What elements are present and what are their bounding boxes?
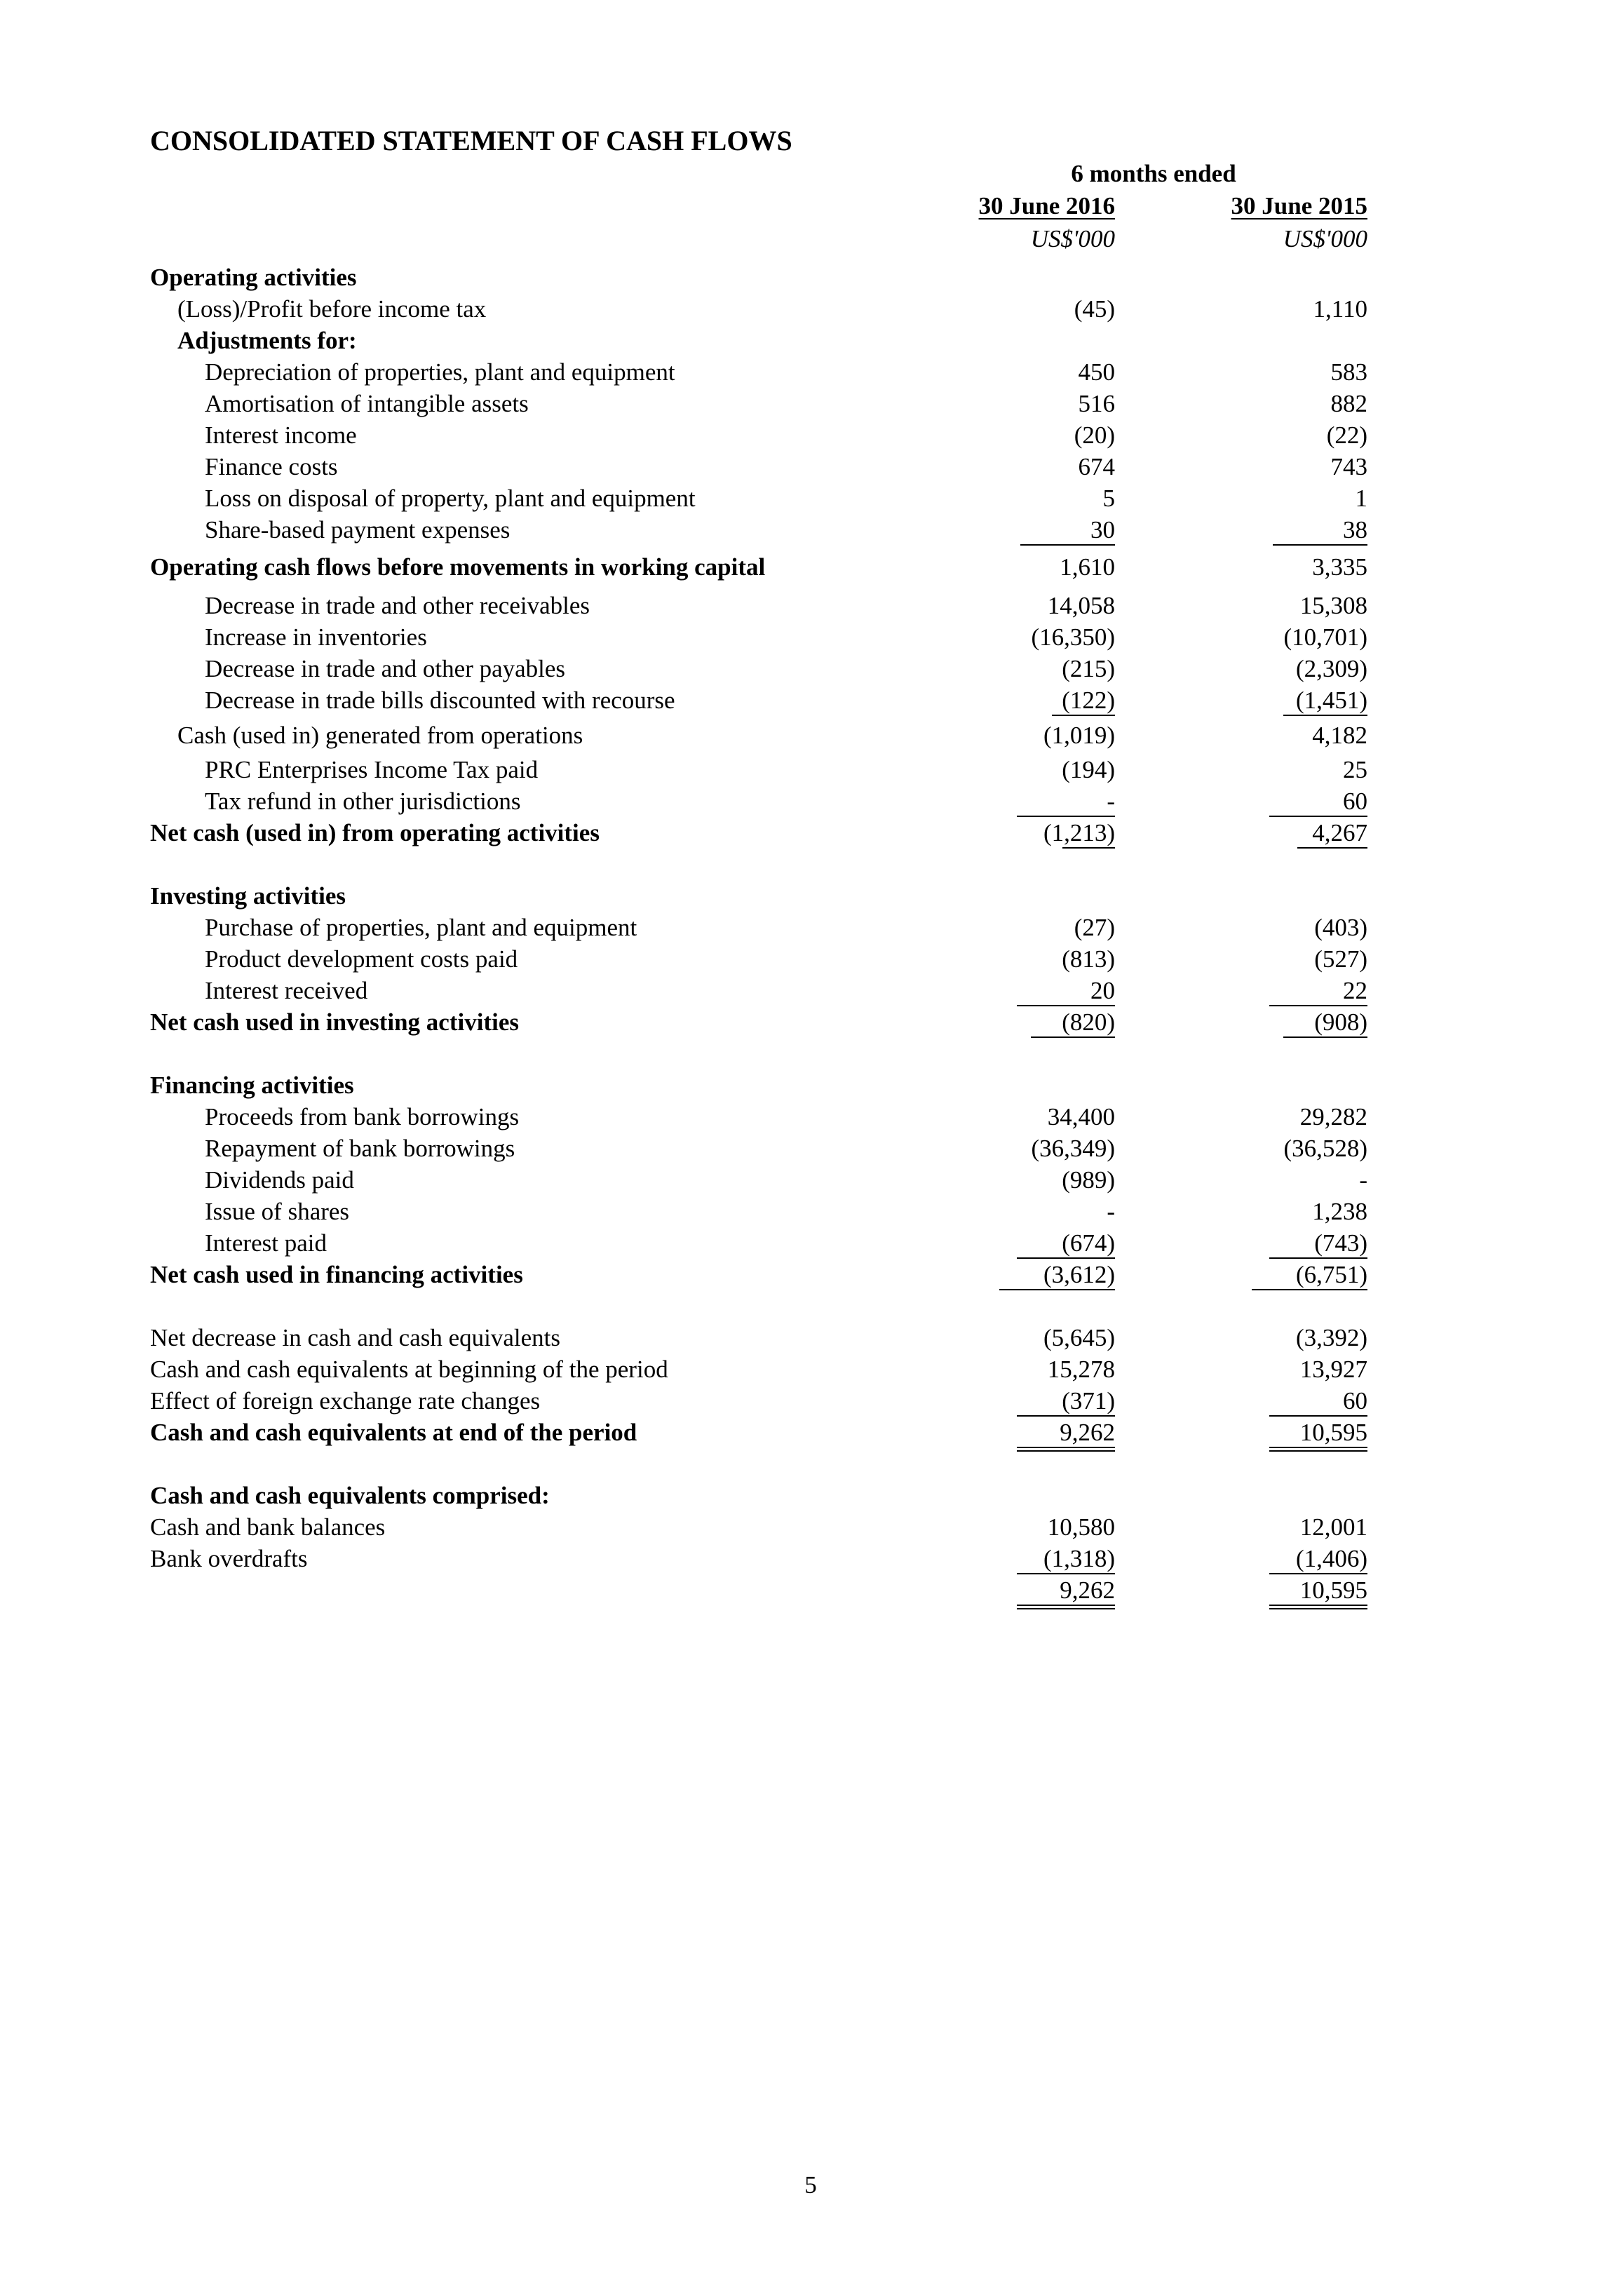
row-value-2016: 9,262	[1060, 1419, 1115, 1446]
row-label: Loss on disposal of property, plant and equipment	[205, 485, 696, 512]
row-value-2016: (1,213)	[1043, 819, 1115, 846]
row-value-2016: 1,610	[1060, 553, 1115, 581]
row-value-2015: (22)	[1326, 421, 1367, 449]
row-label: (Loss)/Profit before income tax	[177, 295, 487, 323]
row-label: Interest received	[205, 977, 368, 1004]
statement-row	[0, 1133, 1622, 1164]
row-label: Tax refund in other jurisdictions	[205, 788, 521, 815]
row-value-2016: (20)	[1074, 421, 1115, 449]
statement-row	[0, 1227, 1622, 1259]
row-value-2016: (1,318)	[1043, 1545, 1115, 1572]
row-value-2015: 60	[1343, 788, 1367, 815]
row-value-2015: (908)	[1314, 1008, 1367, 1036]
row-label: Repayment of bank borrowings	[205, 1135, 515, 1162]
row-label: Finance costs	[205, 453, 338, 480]
row-value-2015: (403)	[1314, 914, 1367, 941]
statement-row	[0, 880, 1622, 912]
row-value-2016: 30	[1090, 516, 1115, 543]
row-label: Cash and cash equivalents comprised:	[150, 1482, 550, 1509]
statement-row	[0, 785, 1622, 817]
row-value-2015: 25	[1343, 756, 1367, 783]
row-value-2016: (989)	[1062, 1166, 1115, 1194]
single-underline	[1273, 544, 1367, 546]
row-label: Decrease in trade and other payables	[205, 655, 566, 682]
row-value-2016: 674	[1078, 453, 1115, 480]
row-label: Increase in inventories	[205, 623, 427, 651]
column-date-2015: 30 June 2015	[1231, 192, 1367, 220]
row-value-2015: (36,528)	[1283, 1135, 1367, 1162]
statement-spacer-row	[0, 849, 1622, 880]
statement-row	[0, 451, 1622, 482]
statement-row	[0, 1543, 1622, 1574]
row-value-2016: 20	[1090, 977, 1115, 1004]
column-date-2016: 30 June 2016	[978, 192, 1115, 220]
row-value-2015: (743)	[1314, 1229, 1367, 1257]
row-label: Cash and cash equivalents at end of the period	[150, 1419, 637, 1446]
row-value-2016: 516	[1078, 390, 1115, 417]
row-value-2016: (5,645)	[1043, 1324, 1115, 1351]
row-label: Amortisation of intangible assets	[205, 390, 529, 417]
row-value-2015: 13,927	[1299, 1356, 1367, 1383]
row-label: Adjustments for:	[177, 327, 357, 354]
statement-row	[0, 684, 1622, 716]
row-value-2015: 12,001	[1299, 1513, 1367, 1541]
statement-row	[0, 293, 1622, 325]
row-value-2015: (3,392)	[1295, 1324, 1367, 1351]
row-label: Operating cash flows before movements in working capital	[150, 553, 766, 581]
statement-spacer-row	[0, 1290, 1622, 1322]
row-value-2016: -	[1107, 788, 1115, 815]
row-value-2015: 29,282	[1299, 1103, 1367, 1130]
row-label: PRC Enterprises Income Tax paid	[205, 756, 539, 783]
row-value-2015: (527)	[1314, 945, 1367, 973]
row-label: Interest income	[205, 421, 357, 449]
row-label: Financing activities	[150, 1072, 354, 1099]
row-label: Dividends paid	[205, 1166, 354, 1194]
row-label: Purchase of properties, plant and equipment	[205, 914, 637, 941]
statement-row	[0, 621, 1622, 653]
statement-title: CONSOLIDATED STATEMENT OF CASH FLOWS	[150, 125, 792, 156]
statement-row	[0, 356, 1622, 388]
row-value-2016: (820)	[1062, 1008, 1115, 1036]
row-label: Operating activities	[150, 264, 357, 291]
row-value-2015: 22	[1343, 977, 1367, 1004]
statement-row	[0, 325, 1622, 356]
statement-row	[0, 1196, 1622, 1227]
row-value-2015: 10,595	[1299, 1419, 1367, 1446]
single-underline	[1020, 544, 1115, 546]
double-underline	[1269, 1605, 1367, 1609]
row-label: Investing activities	[150, 882, 346, 910]
row-value-2016: (813)	[1062, 945, 1115, 973]
row-value-2015: 15,308	[1299, 592, 1367, 619]
statement-row	[0, 1385, 1622, 1417]
row-value-2015: 583	[1330, 358, 1367, 386]
statement-row	[0, 262, 1622, 293]
statement-spacer-row	[0, 1574, 1622, 1606]
row-label: Proceeds from bank borrowings	[205, 1103, 520, 1130]
row-label: Net decrease in cash and cash equivalents	[150, 1324, 561, 1351]
statement-row	[0, 1480, 1622, 1511]
row-value-2015: 38	[1343, 516, 1367, 543]
row-value-2015: 4,182	[1312, 722, 1367, 749]
statement-row	[0, 975, 1622, 1006]
row-value-2015: 743	[1330, 453, 1367, 480]
double-underline	[1017, 1605, 1115, 1609]
row-label: Cash and cash equivalents at beginning of the period	[150, 1356, 668, 1383]
row-value-2015: (10,701)	[1283, 623, 1367, 651]
statement-row	[0, 817, 1622, 849]
row-value-2016: (215)	[1062, 655, 1115, 682]
row-value-2016: (371)	[1062, 1387, 1115, 1414]
statement-row	[0, 1006, 1622, 1038]
row-value-2015: (2,309)	[1295, 655, 1367, 682]
statement-row	[0, 653, 1622, 684]
row-label: Decrease in trade bills discounted with recourse	[205, 687, 675, 714]
statement-row	[0, 590, 1622, 621]
row-label: Net cash used in investing activities	[150, 1008, 519, 1036]
row-value-2015: -	[1359, 1166, 1367, 1194]
statement-row	[0, 1353, 1622, 1385]
row-value-2015: (1,406)	[1295, 1545, 1367, 1572]
row-value-2015: (6,751)	[1295, 1261, 1367, 1288]
row-value-2016: 15,278	[1047, 1356, 1115, 1383]
statement-row	[0, 514, 1622, 546]
row-value-2016: (16,350)	[1031, 623, 1115, 651]
single-underline	[1283, 715, 1367, 716]
statement-row	[0, 754, 1622, 785]
row-label: Bank overdrafts	[150, 1545, 308, 1572]
row-value-2016: (36,349)	[1031, 1135, 1115, 1162]
row-value-2016: (674)	[1062, 1229, 1115, 1257]
row-label: Net cash used in financing activities	[150, 1261, 523, 1288]
row-label: Net cash (used in) from operating activities	[150, 819, 600, 846]
row-label: Cash and bank balances	[150, 1513, 386, 1541]
row-value-2015: 882	[1330, 390, 1367, 417]
column-unit-2015: US$'000	[1283, 225, 1367, 252]
statement-row	[0, 388, 1622, 419]
row-label: Issue of shares	[205, 1198, 350, 1225]
statement-row	[0, 1069, 1622, 1101]
period-heading: 6 months ended	[1071, 160, 1236, 187]
statement-row	[0, 720, 1622, 751]
statement-spacer-row	[0, 1038, 1622, 1069]
statement-row	[0, 1511, 1622, 1543]
statement-row	[0, 1101, 1622, 1133]
row-label: Interest paid	[205, 1229, 327, 1257]
row-value-2016: 9,262	[1060, 1576, 1115, 1604]
statement-row	[0, 419, 1622, 451]
statement-row	[0, 1322, 1622, 1353]
row-value-2015: (1,451)	[1295, 687, 1367, 714]
row-label: Product development costs paid	[205, 945, 518, 973]
row-value-2015: 3,335	[1312, 553, 1367, 581]
statement-row	[0, 482, 1622, 514]
row-value-2016: (3,612)	[1043, 1261, 1115, 1288]
row-value-2015: 1,238	[1312, 1198, 1367, 1225]
row-label: Cash (used in) generated from operations	[177, 722, 583, 749]
row-value-2015: 60	[1343, 1387, 1367, 1414]
row-value-2015: 1	[1355, 485, 1367, 512]
row-value-2016: 10,580	[1047, 1513, 1115, 1541]
row-value-2015: 1,110	[1313, 295, 1367, 323]
column-unit-2016: US$'000	[1030, 225, 1115, 252]
row-value-2016: (1,019)	[1043, 722, 1115, 749]
row-value-2016: 5	[1102, 485, 1115, 512]
row-value-2016: (27)	[1074, 914, 1115, 941]
row-value-2016: (45)	[1074, 295, 1115, 323]
row-value-2015: 4,267	[1312, 819, 1367, 846]
statement-row	[0, 1417, 1622, 1448]
row-label: Depreciation of properties, plant and equipment	[205, 358, 675, 386]
statement-row	[0, 912, 1622, 943]
statement-row	[0, 943, 1622, 975]
row-value-2016: -	[1107, 1198, 1115, 1225]
row-label: Effect of foreign exchange rate changes	[150, 1387, 541, 1414]
row-label: Share-based payment expenses	[205, 516, 511, 543]
statement-row	[0, 1259, 1622, 1290]
statement-spacer-row	[0, 1448, 1622, 1480]
statement-row	[0, 551, 1622, 583]
row-label: Decrease in trade and other receivables	[205, 592, 590, 619]
single-underline	[1052, 715, 1115, 716]
row-value-2015: 10,595	[1299, 1576, 1367, 1604]
row-value-2016: 34,400	[1047, 1103, 1115, 1130]
row-value-2016: (194)	[1062, 756, 1115, 783]
page-number: 5	[804, 2171, 817, 2199]
row-value-2016: 450	[1078, 358, 1115, 386]
row-value-2016: (122)	[1062, 687, 1115, 714]
row-value-2016: 14,058	[1047, 592, 1115, 619]
statement-row	[0, 1164, 1622, 1196]
